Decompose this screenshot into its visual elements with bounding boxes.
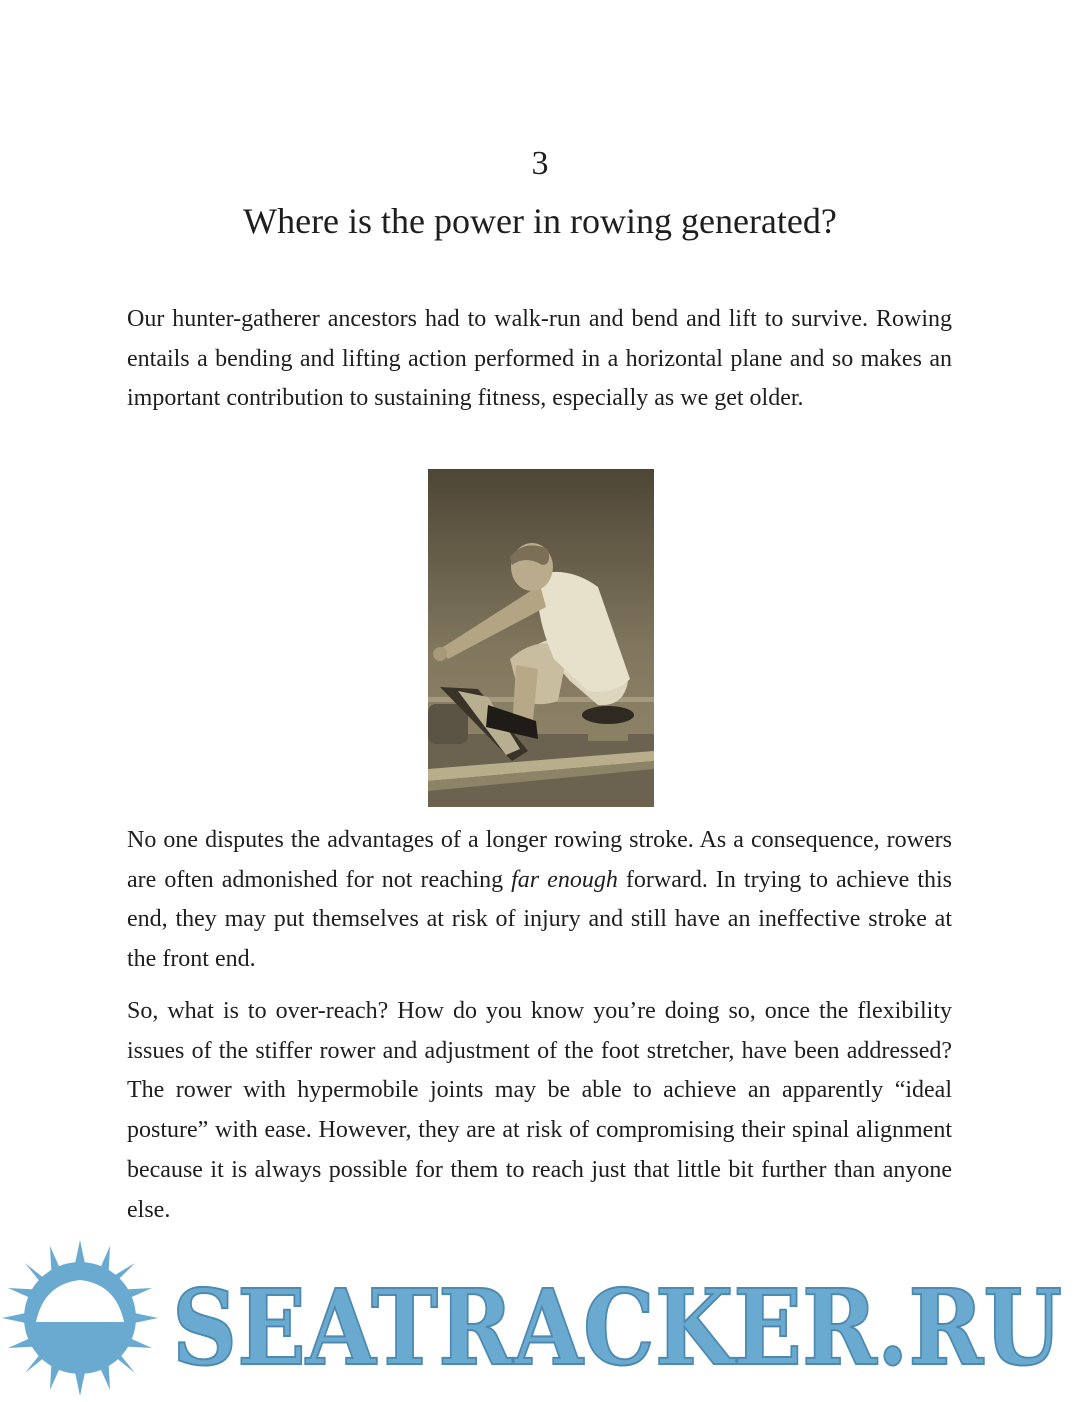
rowing-photo xyxy=(428,469,654,807)
watermark xyxy=(0,1238,1080,1397)
chapter-title: Where is the power in rowing generated? xyxy=(243,201,837,241)
paragraph-stroke xyxy=(127,821,952,980)
paragraph-over-reach: So, what is to over-reach? How do you know you’re doing so, once the flexibility issues of the stiffer rower and adjustment of the foot stretcher, have been addressed? The rower with hypermobile joints may be able to achieve an apparently “ideal posture” with ease. However, they are at risk of compromising their spinal alignment because it is always possible for them to reach just that little bit further than anyone else. xyxy=(127,998,952,1223)
emphasis-far-enough: far enough xyxy=(511,866,618,893)
watermark-text: SEATRACKER.RU xyxy=(172,1266,1062,1389)
chapter-number: 3 xyxy=(531,145,549,182)
sun-icon xyxy=(2,1240,158,1396)
paragraph-stroke-text-start: No one disputes the advantages of a longer rowing stroke. As a consequence, rowers are often admonished for not reaching xyxy=(127,827,952,893)
paragraph-stroke-text-end: forward. In trying to achieve this end, they may put themselves at risk of injury and still have an ineffective stroke at the front end. xyxy=(127,866,953,973)
paragraph-intro: Our hunter-gatherer ancestors had to walk-run and bend and lift to survive. Rowing entails a bending and lifting action performed in a horizontal plane and so makes an important contribution to sustaining fitness, especially as we get older. xyxy=(127,306,952,412)
